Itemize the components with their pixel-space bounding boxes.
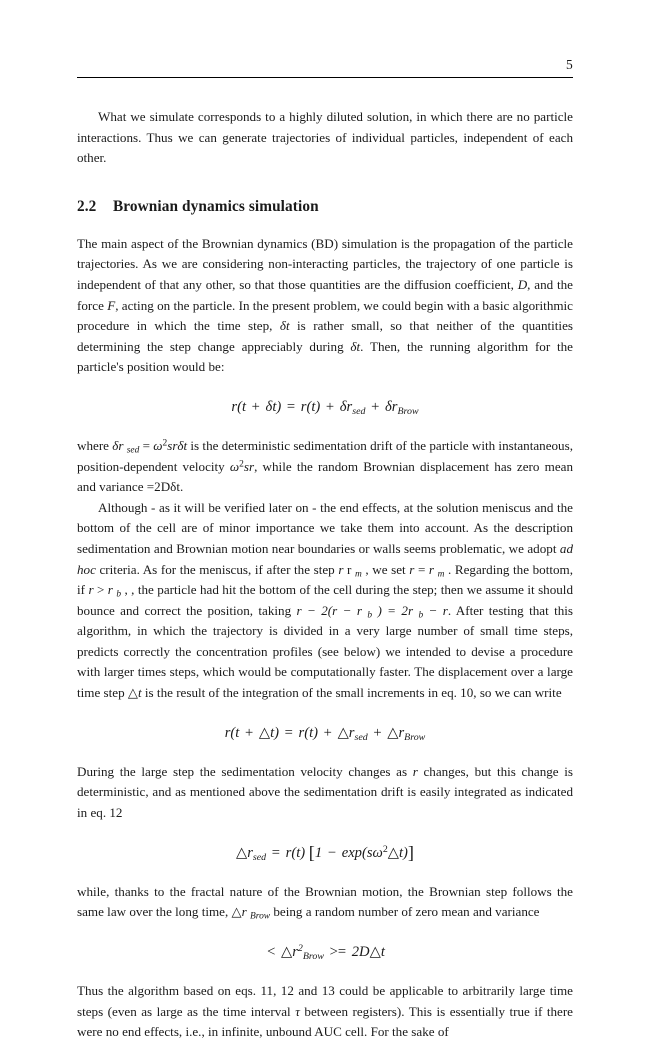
spacer (77, 923, 573, 940)
symbol-delta-t-2: δt (350, 338, 361, 354)
equation-2 (77, 721, 573, 745)
paragraph-although: Although - as it will be verified later on - the end effects, at the solution meniscus and the bottom of the cell are of minor importance we take them into account. As the description sedimentation and Brownian motion near boundaries or walls seems problematic, we adopt ad hoc criteria. As for the meniscus, if after the step r r $_m$ , we set r = r $_m$ . Regarding the bottom, if r > r $_b$ , , the particle had hit the bottom of the cell during the step; then we assume it should bounce and correct the position, taking r − 2(r − r $_b$ ) = 2r $_b$ − r. After testing that this algorithm, in which the trajectory is divided in a very large number of small time steps, predicts correctly the concentration profiles (see below) we intended to devise a procedure with larger times steps, which would be computationally faster. The displacement over a large time step △t is the result of the integration of the small increments in eq. 10, so we can write (77, 499, 574, 701)
paragraph-where-text-c: , while the random Brownian displacement has zero mean and variance =2Dδt. (77, 458, 573, 495)
symbol-r-m: r $_m$ (428, 561, 445, 580)
spacer (77, 88, 573, 107)
paragraph-although-text-c: , we set (365, 561, 406, 577)
page-header (77, 58, 573, 88)
spacer (77, 865, 573, 882)
spacer (77, 823, 573, 840)
paragraph-intro (77, 107, 573, 169)
equation-3 (77, 840, 573, 864)
spacer (77, 964, 573, 981)
paragraph-where: where δr $_{sed} = \omega^2sr\delta t$ is the deterministic sedimentation drift of the particle with instantaneous, position-dependent velocity $\omega^2sr$, while the random Brownian displacement has zero mean and variance =2Dδt. (77, 437, 573, 495)
equation-3-content: $\triangle r_{sed} = r(t) [1$ − $\exp(s\omega^2\triangle t)$] (236, 842, 414, 863)
paragraph-although-text-d: . Regarding the bottom, if (77, 561, 573, 598)
spacer (77, 704, 573, 721)
paragraph-main-text-d: is rather small, so that neither of the quantities determining the step change appreciably during (77, 318, 573, 354)
paragraph-although-text-g: is the result of the integration of the small increments in eq. 10, so we can write (144, 685, 562, 701)
paragraph-thus-text-b: between registers). This is essentially true if there were no end effects, i.e., in infinite, unbound AUC cell. For the sake of (77, 1003, 573, 1040)
equation-2-content: r(t + △t) = $r(t) + \triangle r_{sed}$ + $\triangle r_{Brow}$ (224, 724, 426, 743)
page-content (77, 58, 573, 1043)
paragraph-although-text-e: , the particle had hit the bottom of the cell during the step; then we assume it should bounce and correct the position, taking (77, 582, 573, 618)
spacer (77, 169, 573, 197)
spacer (77, 378, 573, 395)
symbol-r-m-upright: r $_m$ (347, 561, 362, 580)
symbol-delta-t: δt (279, 318, 290, 334)
paragraph-main-text-a: The main aspect of the Brownian dynamics (BD) simulation is the propagation of the particle trajectories. As we are considering non-interacting particles, the trajectory of one particle is independent of that any other, so that those quantities are the diffusion coefficient, (77, 235, 573, 292)
paragraph-while-text-b: being a random number of zero mean and variance (273, 904, 540, 920)
paragraph-thus-text-a: Thus the algorithm based on eqs. 11, 12 and 13 could be applicable to arbitrarily large time steps (even as large as the time interval (77, 982, 573, 1019)
paragraph-main-text-e: . Then, the running algorithm for the particle's position would be: (77, 338, 573, 375)
equation-4-content: < $\triangle r^2_{Brow}$ >= 2D△t (267, 942, 385, 962)
symbol-r-2: r (409, 561, 415, 577)
section-number: 2.2 (77, 197, 97, 215)
paragraph-although-text-b: criteria. As for the meniscus, if after the step (99, 561, 335, 577)
symbol-r-b: r $_b$ (107, 582, 122, 600)
paragraph-although-text-f: . After testing that this algorithm, in which the trajectory is divided in a very large number of small time steps, predicts correctly the concentration profiles (see below) we intended to devise a procedure with larger times steps, which would be computationally faster. The displacement over a large time step (77, 602, 574, 701)
paragraph-during-text-a: During the large step the sedimentation velocity changes as (77, 763, 408, 779)
expression-bounce: r − 2(r − r $_b$ ) = 2r $_b$ − r (296, 602, 448, 621)
paragraph-where-text-a: where (77, 437, 109, 453)
paragraph-where-text-b: is the deterministic sedimentation drift of the particle with instantaneous, position-dependent velocity (77, 437, 573, 474)
paragraph-during-text-b: changes, but this change is deterministic, and as mentioned above the sedimentation drift is easily integrated as indicated in eq. 12 (77, 763, 573, 820)
paragraph-during (77, 762, 573, 824)
symbol-r-3: r (88, 582, 94, 598)
equation-4 (77, 940, 573, 964)
spacer (77, 217, 573, 234)
symbol-delta-r-sed: δr $_{sed}$ (112, 437, 140, 456)
symbol-force: F (107, 297, 116, 313)
page-number: 5 (566, 57, 573, 72)
symbol-delta-t-large: △t (127, 685, 142, 701)
equation-1 (77, 395, 573, 419)
symbol-r: r (338, 561, 344, 577)
equation-1-content: $r(t + \delta t) = r(t) + \delta r_{sed} + \delta r_{Brow}$ (231, 398, 419, 417)
symbol-omega-sq-sr-dt: $\omega^2sr\delta t$ (153, 437, 188, 453)
symbol-tau: τ (295, 1003, 300, 1019)
symbol-diffusion-coefficient: D (517, 276, 528, 292)
section-heading (77, 197, 573, 217)
paragraph-although-text-a: Although - as it will be verified later on - the end effects, at the solution meniscus and the bottom of the cell are of minor importance we take them into account. As the description sedimentation and Brownian motion near boundaries or walls seems problematic, we adopt (77, 499, 573, 556)
spacer (77, 419, 573, 436)
paragraph-main-text-b: and the force (77, 276, 573, 313)
symbol-r-4: r (412, 763, 418, 779)
paragraph-thus (77, 981, 573, 1043)
paragraph-main-text-c: , acting on the particle. In the present problem, we could begin with a basic algorithmic procedure in which the time step, (77, 297, 573, 334)
header-rule (77, 77, 573, 78)
paragraph-while-text-a: while, thanks to the fractal nature of the Brownian motion, the Brownian step follows the same law over the long time, (77, 883, 573, 920)
symbol-delta-r-brow: △r $_{Brow}$ (231, 904, 271, 923)
paragraph-intro-text: What we simulate corresponds to a highly diluted solution, in which there are no particle interactions. Thus we can generate trajectories of individual particles, independent of each other. (77, 109, 573, 166)
phrase-ad-hoc: ad hoc (77, 540, 573, 577)
section-title: Brownian dynamics simulation (113, 197, 319, 215)
paragraph-main: The main aspect of the Brownian dynamics (BD) simulation is the propagation of the particle trajectories. As we are considering non-interacting particles, the trajectory of one particle is independent of that any other, so that those quantities are the diffusion coefficient, D, and the force F, acting on the particle. In the present problem, we could begin with a basic algorithmic procedure in which the time step, δt is rather small, so that neither of the quantities determining the step change appreciably during δt. Then, the running algorithm for the particle's position would be: (77, 235, 573, 375)
spacer (77, 745, 573, 762)
symbol-omega-sq-sr: $\omega^2sr$ (229, 458, 255, 474)
paragraph-while (77, 882, 573, 923)
